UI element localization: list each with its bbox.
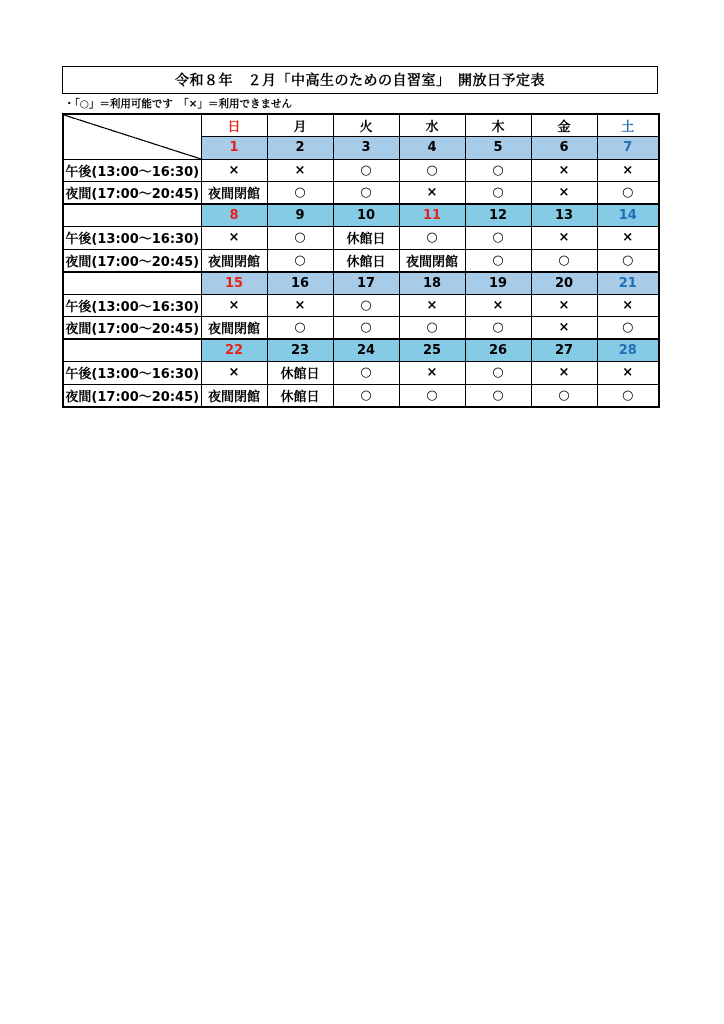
date-cell-sat: 7 xyxy=(597,137,659,160)
availability-cell: 夜間閉館 xyxy=(201,249,267,272)
evening-label: 夜間(17:00～20:45) xyxy=(63,384,201,407)
weekday-header-row xyxy=(63,114,659,137)
weekday-tue: 火 xyxy=(333,114,399,137)
week-label-blank xyxy=(63,204,201,227)
availability-cell: × xyxy=(201,294,267,317)
afternoon-row xyxy=(63,159,659,182)
date-cell-mon: 16 xyxy=(267,272,333,295)
availability-cell: ○ xyxy=(465,317,531,340)
afternoon-label: 午後(13:00～16:30) xyxy=(63,294,201,317)
date-cell-mon: 9 xyxy=(267,204,333,227)
availability-cell: ○ xyxy=(531,384,597,407)
date-cell-sun: 15 xyxy=(201,272,267,295)
afternoon-row xyxy=(63,294,659,317)
week-label-blank xyxy=(63,272,201,295)
availability-cell: ○ xyxy=(597,384,659,407)
availability-cell: 休館日 xyxy=(333,249,399,272)
date-cell-sat: 14 xyxy=(597,204,659,227)
evening-row xyxy=(63,182,659,205)
availability-cell: × xyxy=(201,362,267,385)
evening-label: 夜間(17:00～20:45) xyxy=(63,249,201,272)
availability-cell: ○ xyxy=(465,384,531,407)
availability-cell: ○ xyxy=(267,227,333,250)
date-cell-wed: 11 xyxy=(399,204,465,227)
availability-cell: ○ xyxy=(399,159,465,182)
availability-cell: × xyxy=(531,227,597,250)
date-cell-mon: 2 xyxy=(267,137,333,160)
weekday-wed: 水 xyxy=(399,114,465,137)
afternoon-label: 午後(13:00～16:30) xyxy=(63,159,201,182)
availability-cell: 休館日 xyxy=(267,362,333,385)
afternoon-row xyxy=(63,227,659,250)
availability-cell: × xyxy=(597,294,659,317)
date-cell-fri: 13 xyxy=(531,204,597,227)
date-cell-tue: 3 xyxy=(333,137,399,160)
availability-cell: × xyxy=(399,182,465,205)
afternoon-label: 午後(13:00～16:30) xyxy=(63,362,201,385)
availability-cell: 夜間閉館 xyxy=(201,317,267,340)
availability-cell: ○ xyxy=(267,317,333,340)
legend-note: ・「○」＝利用可能です 「×」＝利用できません xyxy=(64,98,292,110)
availability-cell: × xyxy=(399,362,465,385)
availability-cell: 夜間閉館 xyxy=(399,249,465,272)
availability-cell: 夜間閉館 xyxy=(201,182,267,205)
weekday-sat: 土 xyxy=(597,114,659,137)
availability-cell: ○ xyxy=(333,294,399,317)
availability-cell: ○ xyxy=(465,227,531,250)
availability-cell: × xyxy=(597,227,659,250)
availability-cell: 休館日 xyxy=(333,227,399,250)
weekday-sun: 日 xyxy=(201,114,267,137)
availability-cell: ○ xyxy=(333,362,399,385)
availability-cell: ○ xyxy=(333,159,399,182)
date-cell-thu: 12 xyxy=(465,204,531,227)
availability-cell: × xyxy=(267,159,333,182)
availability-cell: 夜間閉館 xyxy=(201,384,267,407)
date-cell-fri: 6 xyxy=(531,137,597,160)
date-cell-tue: 10 xyxy=(333,204,399,227)
date-row xyxy=(63,272,659,295)
availability-cell: × xyxy=(399,294,465,317)
date-cell-fri: 27 xyxy=(531,339,597,362)
week-label-blank xyxy=(63,339,201,362)
evening-row xyxy=(63,317,659,340)
availability-cell: ○ xyxy=(465,159,531,182)
availability-cell: ○ xyxy=(333,384,399,407)
date-row xyxy=(63,204,659,227)
availability-cell: ○ xyxy=(597,182,659,205)
availability-cell: ○ xyxy=(465,249,531,272)
availability-cell: ○ xyxy=(267,249,333,272)
date-cell-sun: 8 xyxy=(201,204,267,227)
availability-cell: ○ xyxy=(465,182,531,205)
availability-cell: × xyxy=(465,294,531,317)
availability-cell: × xyxy=(267,294,333,317)
weekday-thu: 木 xyxy=(465,114,531,137)
availability-cell: × xyxy=(531,159,597,182)
availability-cell: × xyxy=(597,362,659,385)
availability-cell: × xyxy=(531,317,597,340)
afternoon-row xyxy=(63,362,659,385)
availability-cell: ○ xyxy=(267,182,333,205)
date-cell-wed: 18 xyxy=(399,272,465,295)
evening-row xyxy=(63,384,659,407)
availability-cell: × xyxy=(531,294,597,317)
date-cell-thu: 5 xyxy=(465,137,531,160)
availability-cell: ○ xyxy=(465,362,531,385)
page-title: 令和８年 ２月「中高生のための自習室」 開放日予定表 xyxy=(62,66,658,94)
weekday-fri: 金 xyxy=(531,114,597,137)
availability-cell: × xyxy=(201,159,267,182)
availability-cell: × xyxy=(531,362,597,385)
availability-cell: × xyxy=(201,227,267,250)
date-cell-thu: 19 xyxy=(465,272,531,295)
date-row xyxy=(63,339,659,362)
availability-cell: ○ xyxy=(399,227,465,250)
availability-cell: ○ xyxy=(531,249,597,272)
availability-cell: 休館日 xyxy=(267,384,333,407)
availability-cell: × xyxy=(597,159,659,182)
availability-cell: ○ xyxy=(399,317,465,340)
date-cell-tue: 24 xyxy=(333,339,399,362)
date-cell-sat: 21 xyxy=(597,272,659,295)
date-cell-mon: 23 xyxy=(267,339,333,362)
weekday-mon: 月 xyxy=(267,114,333,137)
availability-cell: ○ xyxy=(399,384,465,407)
date-cell-thu: 26 xyxy=(465,339,531,362)
date-cell-tue: 17 xyxy=(333,272,399,295)
date-cell-fri: 20 xyxy=(531,272,597,295)
date-cell-wed: 4 xyxy=(399,137,465,160)
availability-cell: ○ xyxy=(333,317,399,340)
date-cell-sun: 22 xyxy=(201,339,267,362)
availability-cell: ○ xyxy=(597,249,659,272)
evening-label: 夜間(17:00～20:45) xyxy=(63,182,201,205)
schedule-table xyxy=(62,113,660,408)
availability-cell: × xyxy=(531,182,597,205)
date-cell-wed: 25 xyxy=(399,339,465,362)
afternoon-label: 午後(13:00～16:30) xyxy=(63,227,201,250)
date-cell-sat: 28 xyxy=(597,339,659,362)
corner-diagonal-cell xyxy=(63,114,201,159)
evening-label: 夜間(17:00～20:45) xyxy=(63,317,201,340)
availability-cell: ○ xyxy=(333,182,399,205)
availability-cell: ○ xyxy=(597,317,659,340)
date-cell-sun: 1 xyxy=(201,137,267,160)
evening-row xyxy=(63,249,659,272)
